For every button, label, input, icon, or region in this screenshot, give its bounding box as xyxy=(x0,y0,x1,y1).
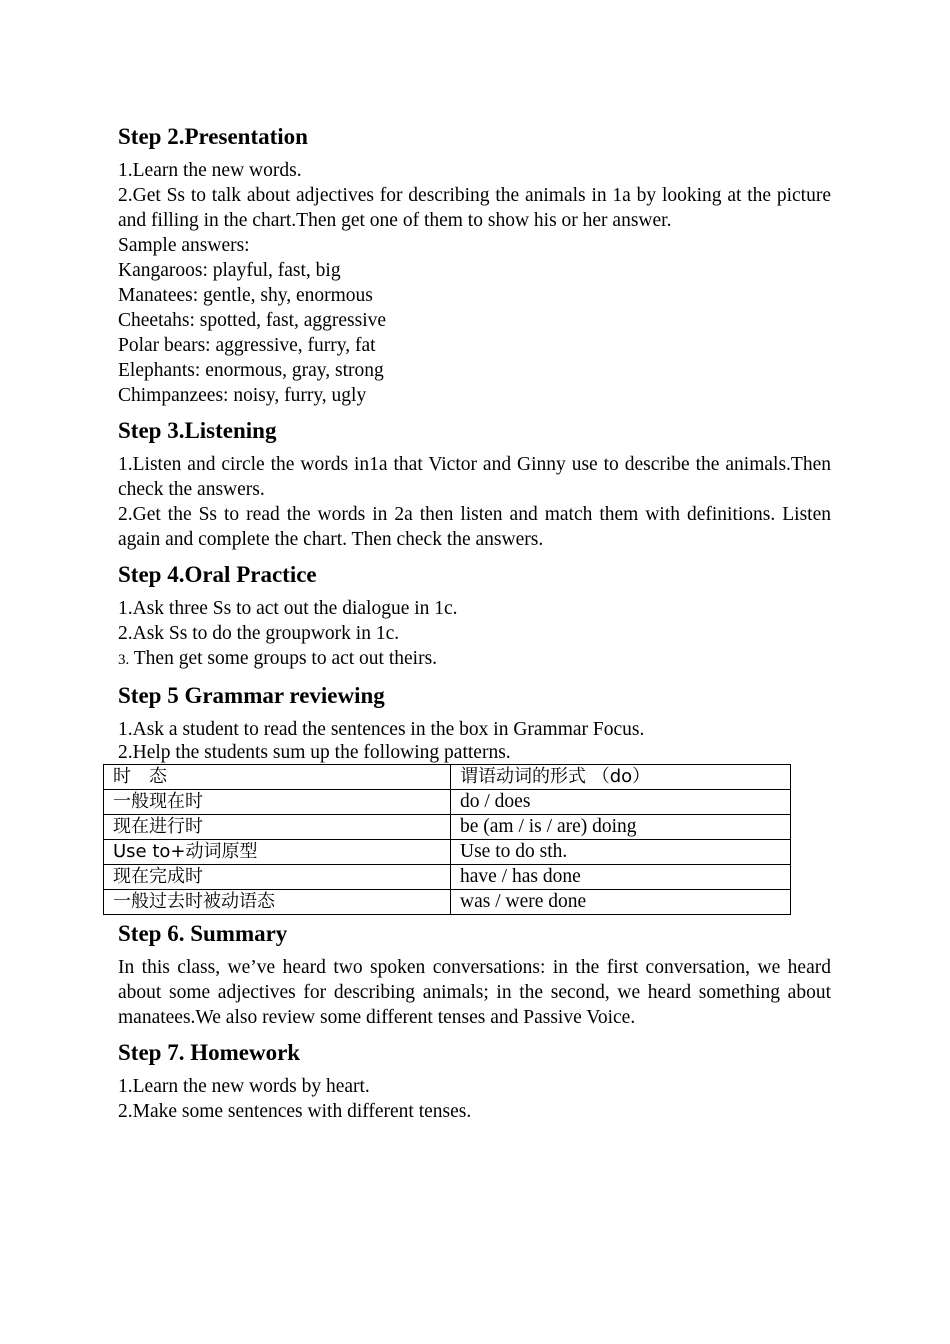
step2-section xyxy=(118,120,831,408)
step3-paragraph: 2.Get the Ss to read the words in 2a then listen and match them with definitions. Listen again and complete the chart. Then check the answers. xyxy=(118,504,831,550)
table-row xyxy=(104,890,791,915)
step4-line: 2.Ask Ss to do the groupwork in 1c. xyxy=(118,623,400,644)
step3-paragraph: 1.Listen and circle the words in1a that Victor and Ginny use to describe the animals.Then check the answers. xyxy=(118,454,831,500)
table-header-cell: 时 态 xyxy=(104,765,451,790)
table-row xyxy=(104,840,791,865)
step7-heading: Step 7. Homework xyxy=(118,1040,301,1065)
step2-heading: Step 2.Presentation xyxy=(118,124,308,149)
step4-heading: Step 4.Oral Practice xyxy=(118,562,317,587)
step2-line: Sample answers: xyxy=(118,235,250,256)
step4-line: 1.Ask three Ss to act out the dialogue in 1c. xyxy=(118,598,458,619)
step6-paragraph: In this class, we’ve heard two spoken conversations: in the first conversation, we heard about some adjectives for describing animals; in the second, we heard something about manatees.We also review some different tenses and Passive Voice. xyxy=(118,957,831,1028)
step2-paragraph: 2.Get Ss to talk about adjectives for describing the animals in 1a by looking at the picture and filling in the chart.Then get one of them to show his or her answer. xyxy=(118,185,831,231)
table-cell-tense: 一般现在时 xyxy=(104,790,451,815)
step5-line: 2.Help the students sum up the following patterns. xyxy=(118,742,511,763)
step2-line: Chimpanzees: noisy, furry, ugly xyxy=(118,385,367,406)
step7-line: 1.Learn the new words by heart. xyxy=(118,1076,370,1097)
table-cell-tense: 现在进行时 xyxy=(104,815,451,840)
table-row xyxy=(104,815,791,840)
table-header-row xyxy=(104,765,791,790)
table-cell-form: have / has done xyxy=(451,865,791,890)
step2-line: Elephants: enormous, gray, strong xyxy=(118,360,384,381)
table-cell-tense: 现在完成时 xyxy=(104,865,451,890)
step5-line: 1.Ask a student to read the sentences in the box in Grammar Focus. xyxy=(118,719,645,740)
step4-line xyxy=(118,646,831,673)
step7-line: 2.Make some sentences with different tenses. xyxy=(118,1101,472,1122)
step2-line: Manatees: gentle, shy, enormous xyxy=(118,285,373,306)
step2-line: Kangaroos: playful, fast, big xyxy=(118,260,341,281)
step5-heading: Step 5 Grammar reviewing xyxy=(118,683,385,708)
table-cell-form: do / does xyxy=(451,790,791,815)
table-cell-form: was / were done xyxy=(451,890,791,915)
table-cell-tense: 一般过去时被动语态 xyxy=(104,890,451,915)
step4-line3-number: 3. xyxy=(118,652,130,668)
step5-section xyxy=(113,679,831,915)
step2-line: Cheetahs: spotted, fast, aggressive xyxy=(118,310,387,331)
table-cell-tense: Use to+动词原型 xyxy=(104,840,451,865)
table-header-cell: 谓语动词的形式 （do） xyxy=(451,765,791,790)
step3-section xyxy=(118,414,831,552)
table-row xyxy=(104,865,791,890)
table-cell-form: be (am / is / are) doing xyxy=(451,815,791,840)
step6-heading: Step 6. Summary xyxy=(118,921,288,946)
table-row xyxy=(104,790,791,815)
step6-section xyxy=(118,917,831,1030)
step7-section xyxy=(118,1036,831,1124)
step2-line: 1.Learn the new words. xyxy=(118,160,302,181)
step4-section xyxy=(118,558,831,673)
document-body xyxy=(113,120,831,1130)
table-cell-form: Use to do sth. xyxy=(451,840,791,865)
step2-line: Polar bears: aggressive, furry, fat xyxy=(118,335,376,356)
tense-table xyxy=(103,764,791,915)
step4-line3-text: Then get some groups to act out theirs. xyxy=(129,648,438,669)
step3-heading: Step 3.Listening xyxy=(118,418,277,443)
